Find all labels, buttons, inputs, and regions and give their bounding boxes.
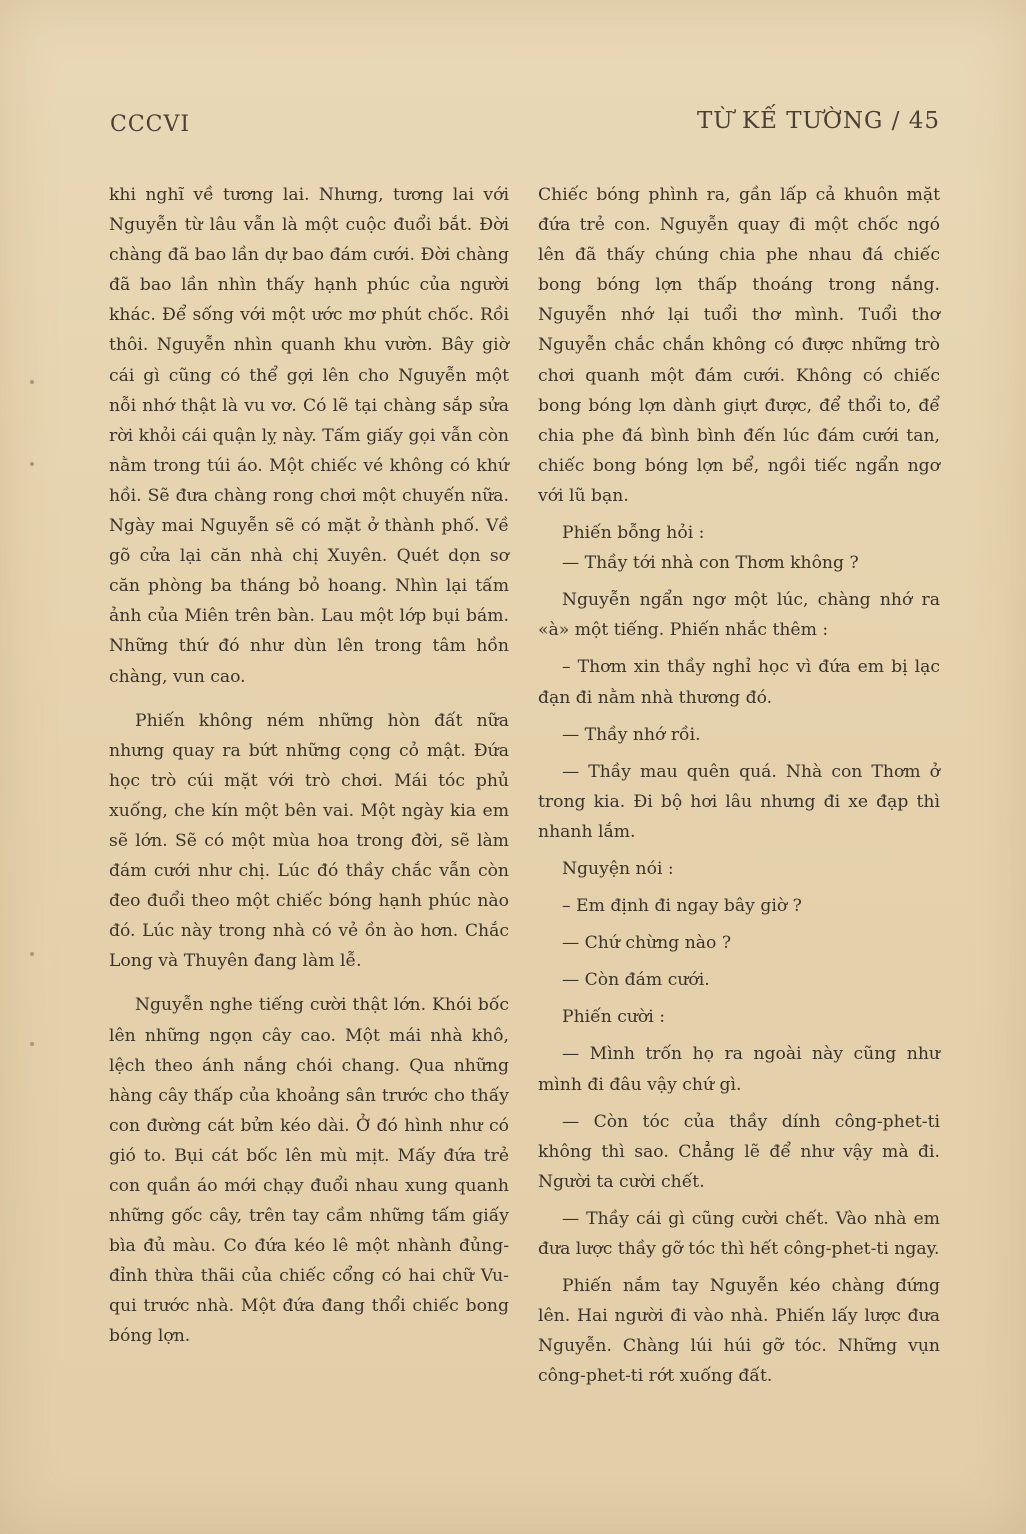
paragraph: Chiếc bóng phình ra, gần lấp cả khuôn mặt đứa trẻ con. Nguyễn quay đi một chốc ngó lên đã thấy chúng chia phe nhau đá chiếc bong bóng lợn thấp thoáng trong nắng. Nguyễn nhớ lại tuổi thơ mình. Tuổi thơ Nguyễn chắc chắn không có được những trò chơi quanh một đám cưới. Không có chiếc bong bóng lợn dành giựt được, để thổi to, để chia phe đá bình bình đến lúc đám cưới tan, chiếc bong bóng lợn bể, ngồi tiếc ngẩn ngơ với lũ bạn. [538, 185, 940, 506]
paragraph: Phiến không ném những hòn đất nữa nhưng quay ra bứt những cọng cỏ mật. Đứa học trò cúi mặt với trò chơi. Mái tóc phủ xuống, che kín một bên vai. Một ngày kia em sẽ lớn. Sẽ có một mùa hoa trong đời, sẽ làm đám cưới như chị. Lúc đó thầy chắc vẫn còn đeo đuổi theo một chiếc bóng hạnh phúc nào đó. Lúc này trong nhà có vẻ ồn ào hơn. Chắc Long và Thuyên đang làm lễ. [109, 710, 509, 972]
dialogue-line: Phiến bỗng hỏi : [562, 523, 705, 544]
dialogue-line: — Còn tóc của thầy dính công-phet-ti không thì sao. Chẳng lẽ để như vậy mà đi. Người ta cười chết. [538, 1111, 940, 1192]
dialogue-line: Phiến cười : [562, 1007, 666, 1028]
dialogue-line: — Thầy mau quên quá. Nhà con Thơm ở trong kia. Đi bộ hơi lâu nhưng đi xe đạp thì nhanh lắm. [538, 761, 940, 842]
dialogue-line: — Mình trốn họ ra ngoài này cũng như mình đi đâu vậy chứ gì. [538, 1044, 940, 1095]
dialogue-line: Nguyễn ngẩn ngơ một lúc, chàng nhớ ra «à» một tiếng. Phiến nhắc thêm : [538, 590, 940, 641]
dialogue-line: — Còn đám cưới. [562, 970, 710, 991]
left-column [109, 180, 509, 1352]
dialogue-line: – Thơm xin thầy nghỉ học vì đứa em bị lạc đạn đi nằm nhà thương đó. [538, 657, 940, 708]
paragraph: Phiến nắm tay Nguyễn kéo chàng đứng lên. Hai người đi vào nhà. Phiến lấy lược đưa Nguyễn. Chàng lúi húi gỡ tóc. Những vụn công-phet-ti rớt xuống đất. [538, 1276, 940, 1387]
running-head-right: TỪ KẾ TƯỜNG / 45 [696, 108, 940, 134]
page-speck [30, 952, 34, 956]
page-speck [30, 380, 34, 384]
dialogue-line: — Thầy nhớ rồi. [562, 724, 701, 745]
dialogue-line: — Thầy tới nhà con Thơm không ? [562, 553, 859, 574]
dialogue-line: — Chứ chừng nào ? [562, 933, 732, 954]
page-speck [30, 462, 34, 466]
running-head-left: CCCVI [110, 112, 191, 137]
dialogue-line: – Em định đi ngay bây giờ ? [562, 896, 802, 917]
right-column [538, 180, 940, 1391]
page-speck [30, 1042, 34, 1046]
paragraph: Nguyễn nghe tiếng cười thật lớn. Khói bốc lên những ngọn cây cao. Một mái nhà khô, lệch theo ánh nắng chói chang. Qua những hàng cây thấp của khoảng sân trước cho thấy con đường cát bửn kéo dài. Ở đó hình như có gió to. Bụi cát bốc lên mù mịt. Mấy đứa trẻ con quần áo mới chạy đuổi nhau xung quanh những gốc cây, trên tay cầm những tấm giấy bìa đủ màu. Co đứa kéo lê một nhành đủng-đỉnh thừa thãi của chiếc cổng có hai chữ Vu-qui trước nhà. Một đứa đang thổi chiếc bong bóng lợn. [109, 995, 509, 1347]
paragraph: khi nghĩ về tương lai. Nhưng, tương lai với Nguyễn từ lâu vẫn là một cuộc đuổi bắt. Đời chàng đã bao lần dự bao đám cưới. Đời chàng đã bao lần nhìn thấy hạnh phúc của người khác. Để sống với một ước mơ phút chốc. Rồi thôi. Nguyễn nhìn quanh khu vườn. Bây giờ cái gì cũng có thể gợi lên cho Nguyễn một nỗi nhớ thật là vu vơ. Có lẽ tại chàng sắp sửa rời khỏi cái quận lỵ này. Tấm giấy gọi vẫn còn nằm trong túi áo. Một chiếc vé không có khứ hồi. Sẽ đưa chàng rong chơi một chuyến nữa. Ngày mai Nguyễn sẽ có mặt ở thành phố. Về gõ cửa lại căn nhà chị Xuyên. Quét dọn sơ căn phòng ba tháng bỏ hoang. Nhìn lại tấm ảnh của Miên trên bàn. Lau một lớp bụi bám. Những thứ đó như dùn lên trong tâm hồn chàng, vun cao. [109, 185, 509, 687]
dialogue-line: Nguyện nói : [562, 858, 674, 879]
dialogue-line: — Thầy cái gì cũng cười chết. Vào nhà em đưa lược thầy gỡ tóc thì hết công-phet-ti ngay. [538, 1208, 940, 1259]
